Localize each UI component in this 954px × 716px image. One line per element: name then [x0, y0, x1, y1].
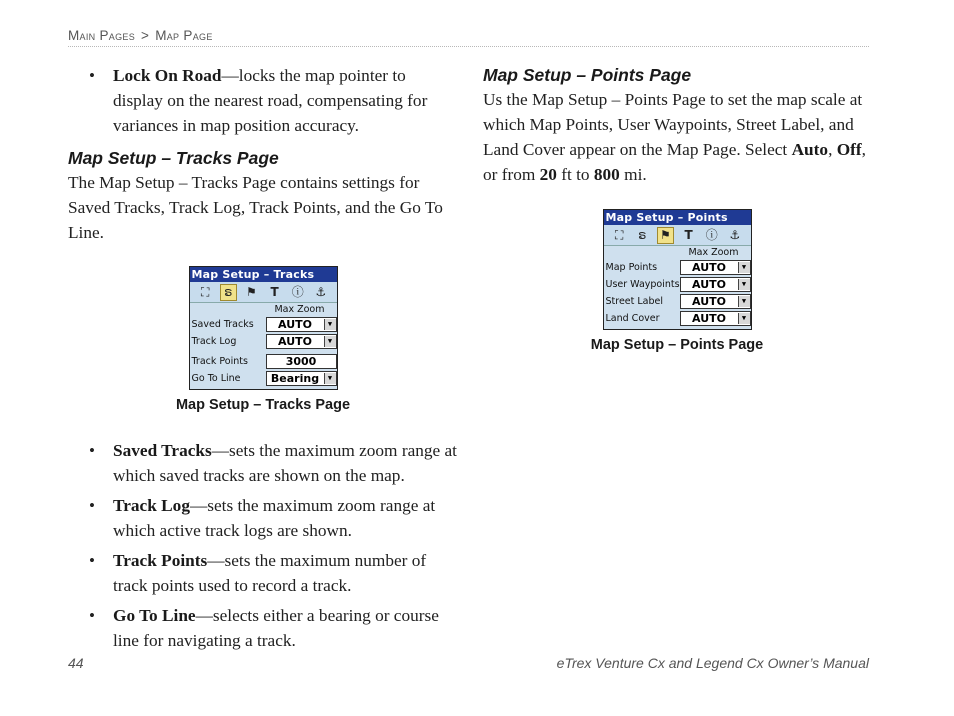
- land-cover-dropdown[interactable]: [680, 311, 751, 326]
- points-screen-title: Map Setup – Points: [604, 210, 751, 225]
- user-waypoints-dropdown[interactable]: [680, 277, 751, 292]
- bullet-go-to-line: [68, 603, 458, 653]
- tracks-screen: [189, 266, 338, 390]
- marine-tab-icon: ⚓: [729, 227, 741, 242]
- row-label: Land Cover: [605, 313, 660, 324]
- points-text-b: , or from: [483, 140, 866, 184]
- chevron-down-icon[interactable]: ▼: [738, 313, 750, 324]
- row-label: Go To Line: [191, 373, 241, 384]
- chevron-down-icon[interactable]: ▼: [738, 279, 750, 290]
- points-row-land-cover: [604, 310, 751, 327]
- dropdown-value: AUTO: [692, 295, 726, 308]
- chevron-down-icon[interactable]: ▼: [324, 319, 336, 330]
- chevron-down-icon[interactable]: ▼: [324, 336, 336, 347]
- manual-title: eTrex Venture Cx and Legend Cx Owner’s Manual: [556, 655, 869, 671]
- row-label: User Waypoints: [605, 279, 680, 290]
- map-points-dropdown[interactable]: [680, 260, 751, 275]
- bullet-term: Track Points: [113, 551, 208, 570]
- map-tab-icon: ⛶: [200, 284, 210, 299]
- chevron-down-icon[interactable]: ▼: [738, 296, 750, 307]
- points-tab-icon: ⚑: [246, 284, 257, 299]
- chevron-down-icon[interactable]: ▼: [738, 262, 750, 273]
- row-label: Map Points: [605, 262, 658, 273]
- points-tab-icon: ⚑: [658, 228, 673, 243]
- tracks-caption: Map Setup – Tracks Page: [175, 397, 351, 413]
- marine-tab-icon: ⚓: [315, 284, 327, 299]
- left-column: [68, 63, 458, 658]
- row-label: Track Log: [191, 336, 237, 347]
- points-text-d: mi.: [619, 165, 647, 184]
- dropdown-value: AUTO: [692, 278, 726, 291]
- row-label: Track Points: [191, 356, 248, 367]
- points-comma: ,: [828, 140, 837, 159]
- street-label-dropdown[interactable]: [680, 294, 751, 309]
- points-caption: Map Setup – Points Page: [590, 337, 764, 353]
- range-min: 20: [539, 165, 557, 184]
- bullet-saved-tracks: [68, 438, 458, 488]
- tracks-screen-title: Map Setup – Tracks: [190, 267, 337, 282]
- bullet-term: Saved Tracks: [113, 441, 212, 460]
- tracks-tab-icon: ຣ: [638, 227, 647, 242]
- bullet-track-log: [68, 493, 458, 543]
- bullet-term: Go To Line: [113, 606, 196, 625]
- points-screen-body: [604, 246, 751, 329]
- tracks-tab-icon: ຣ: [221, 285, 236, 300]
- dropdown-value: AUTO: [692, 312, 726, 325]
- bullet-lock-on-road: [68, 63, 458, 138]
- right-column: [483, 63, 873, 354]
- bullet-term: Lock On Road: [113, 66, 222, 85]
- dropdown-value: AUTO: [278, 318, 312, 331]
- points-heading: Map Setup – Points Page: [483, 65, 692, 85]
- go-to-line-dropdown[interactable]: [266, 371, 337, 386]
- points-text-a: Us the Map Setup – Points Page to set the map scale at which Map Points, User Waypoints, Street Label, and Land Cover appear on the Map Page. Select: [483, 90, 863, 159]
- tracks-screen-body: [190, 303, 337, 389]
- dropdown-value: AUTO: [278, 335, 312, 348]
- range-max: 800: [593, 165, 620, 184]
- option-auto: Auto: [791, 140, 829, 159]
- tracks-row-log: [190, 333, 337, 350]
- field-value: 3000: [285, 355, 317, 368]
- bullet-text: —locks the map pointer to display on the nearest road, compensating for variances in map position accuracy.: [113, 66, 428, 135]
- tracks-bullet-list: [68, 438, 458, 653]
- track-log-dropdown[interactable]: [266, 334, 337, 349]
- dropdown-value: AUTO: [692, 261, 726, 274]
- page-number: 44: [68, 655, 84, 671]
- dropdown-value: Bearing: [270, 372, 320, 385]
- tracks-figure: [68, 266, 458, 414]
- points-screen-tabs: [604, 225, 751, 246]
- text-tab-icon: T: [270, 284, 279, 299]
- track-points-field[interactable]: [266, 354, 337, 369]
- row-label: Street Label: [605, 296, 664, 307]
- info-tab-icon: ⓘ: [705, 227, 718, 242]
- row-label: Saved Tracks: [191, 319, 254, 330]
- saved-tracks-dropdown[interactable]: [266, 317, 337, 332]
- header-section: Main Pages: [68, 28, 136, 43]
- running-header: [68, 28, 869, 47]
- bullet-term: Track Log: [113, 496, 190, 515]
- points-paragraph: [483, 87, 873, 187]
- bullet-track-points: [68, 548, 458, 598]
- info-tab-icon: ⓘ: [291, 284, 304, 299]
- tracks-screen-tabs: [190, 282, 337, 303]
- map-tab-icon: ⛶: [614, 227, 624, 242]
- bullet-text: —sets the maximum zoom range at which active track logs are shown.: [113, 496, 436, 540]
- tracks-row-goto: [190, 370, 337, 387]
- points-screen: [603, 209, 752, 330]
- header-separator: >: [141, 28, 150, 43]
- header-page: Map Page: [155, 28, 213, 43]
- bullet-text: —sets the maximum zoom range at which saved tracks are shown on the map.: [113, 441, 457, 485]
- bullet-text: —selects either a bearing or course line for navigating a track.: [113, 606, 439, 650]
- tracks-paragraph: The Map Setup – Tracks Page contains settings for Saved Tracks, Track Log, Track Points, and the Go To Line.: [68, 173, 443, 242]
- tracks-heading: Map Setup – Tracks Page: [68, 148, 279, 168]
- bullet-text: —sets the maximum number of track points used to record a track.: [113, 551, 427, 595]
- points-column-header: Max Zoom: [688, 247, 739, 258]
- chevron-down-icon[interactable]: ▼: [324, 373, 336, 384]
- text-tab-icon: T: [684, 227, 693, 242]
- option-off: Off: [836, 140, 862, 159]
- points-figure: [483, 209, 871, 354]
- tracks-column-header: Max Zoom: [274, 304, 325, 315]
- points-text-c: ft to: [556, 165, 594, 184]
- intro-bullet-list: [68, 63, 458, 138]
